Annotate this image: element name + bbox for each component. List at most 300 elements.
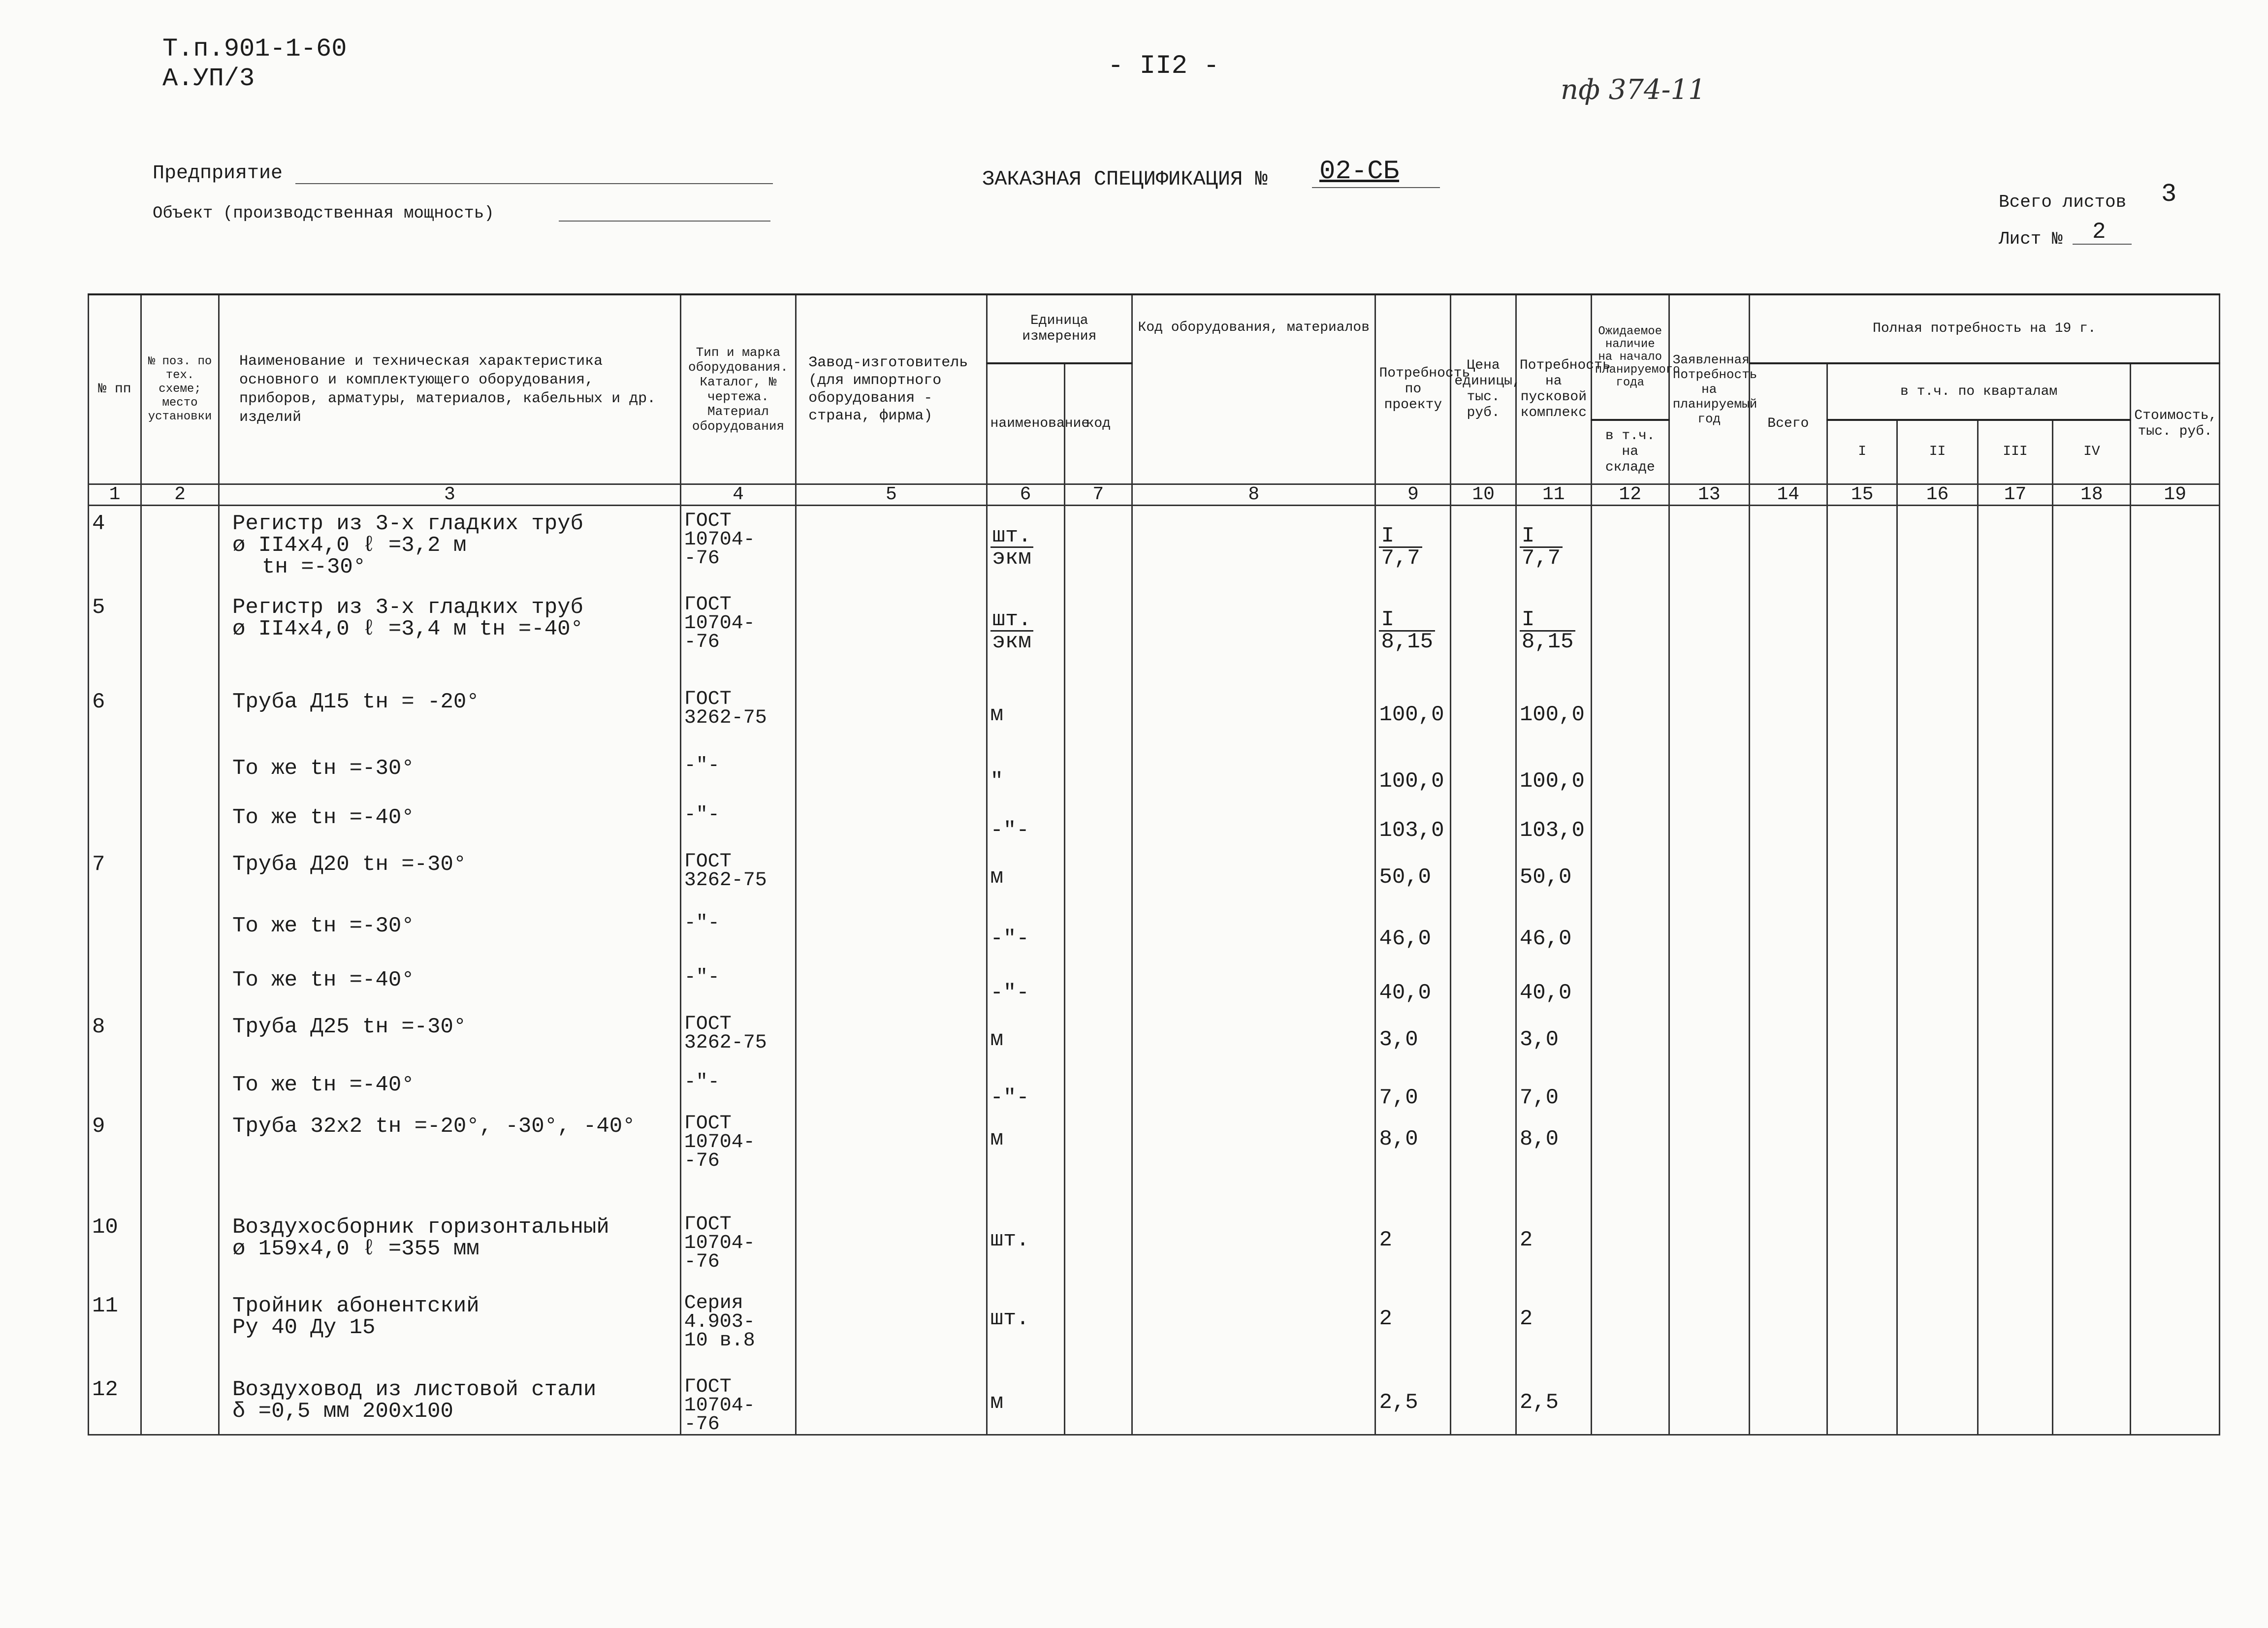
- col-15-cell: [1827, 590, 1897, 684]
- table-row: [89, 1288, 2220, 1372]
- header-col-3: Наименование и техническая характеристика основного и комплектующего оборудования, приборов, арматуры, материалов, кабельных и др. изделий: [219, 294, 681, 484]
- startup-need-value: 3,0: [1519, 1027, 1559, 1052]
- type-cell: -"-: [680, 962, 796, 1009]
- project-need-cell: [1375, 1009, 1451, 1067]
- position-cell: [141, 962, 219, 1009]
- equipment-code-cell: [1132, 908, 1375, 962]
- col-15-cell: [1827, 1288, 1897, 1372]
- col-13-cell: [1669, 1009, 1749, 1067]
- item-name: То же tн =-30°: [232, 756, 415, 781]
- col-16-cell: [1897, 800, 1978, 847]
- header-col-8: Код оборудования, материалов: [1132, 294, 1375, 484]
- item-name-cell: [219, 684, 681, 751]
- unit-price-cell: [1451, 847, 1516, 908]
- unit-code-cell: [1064, 1288, 1132, 1372]
- startup-need-numerator: I: [1520, 526, 1563, 548]
- header-unit-group: Единица измерения: [987, 294, 1132, 363]
- project-need-fraction: [1379, 523, 1422, 571]
- col-12-cell: [1591, 505, 1669, 590]
- type-cell: ГОСТ 10704- -76: [680, 1210, 796, 1288]
- row-number: [89, 751, 141, 800]
- row-number: 5: [89, 590, 141, 684]
- unit-cell: [987, 684, 1064, 751]
- unit-numerator: шт.: [990, 609, 1033, 632]
- unit-cell: [987, 800, 1064, 847]
- col-14-cell: [1749, 751, 1827, 800]
- item-name-cell: [219, 751, 681, 800]
- col-14-cell: [1749, 1210, 1827, 1288]
- item-name-cell: [219, 1372, 681, 1435]
- specification-number-line: [1312, 187, 1440, 188]
- item-name: Труба 32х2 tн =-20°, -30°, -40°: [232, 1114, 636, 1139]
- col-16-cell: [1897, 1210, 1978, 1288]
- item-name-cell: [219, 1009, 681, 1067]
- col-15-cell: [1827, 1210, 1897, 1288]
- equipment-code-cell: [1132, 1009, 1375, 1067]
- unit-code-cell: [1064, 847, 1132, 908]
- col-16-cell: [1897, 1067, 1978, 1109]
- position-cell: [141, 1210, 219, 1288]
- manufacturer-cell: [796, 1372, 987, 1435]
- column-number: 12: [1591, 484, 1669, 505]
- startup-need-numerator: I: [1520, 609, 1576, 632]
- manufacturer-cell: [796, 505, 987, 590]
- header-col-12: Ожидаемое наличие на начало планируемого года: [1591, 294, 1669, 420]
- unit-cell: [987, 1210, 1064, 1288]
- startup-need-cell: [1516, 962, 1591, 1009]
- col-19-cell: [2131, 908, 2220, 962]
- manufacturer-cell: [796, 1109, 987, 1210]
- row-number: 7: [89, 847, 141, 908]
- unit-code-cell: [1064, 800, 1132, 847]
- col-12-cell: [1591, 908, 1669, 962]
- col-19-cell: [2131, 590, 2220, 684]
- row-number: [89, 962, 141, 1009]
- unit-value: м: [990, 1390, 1003, 1415]
- col-19-cell: [2131, 962, 2220, 1009]
- unit-code-cell: [1064, 684, 1132, 751]
- unit-cell: [987, 505, 1064, 590]
- unit-code-cell: [1064, 1109, 1132, 1210]
- unit-value: м: [990, 1027, 1003, 1052]
- unit-price-cell: [1451, 1210, 1516, 1288]
- project-need-value: 2,5: [1379, 1390, 1418, 1415]
- project-need-value: 100,0: [1379, 702, 1444, 727]
- startup-need-value: 40,0: [1519, 981, 1572, 1005]
- item-name: Регистр из 3-х гладких труб: [232, 595, 583, 620]
- col-19-cell: [2131, 800, 2220, 847]
- unit-cell: [987, 1109, 1064, 1210]
- manufacturer-cell: [796, 847, 987, 908]
- column-number: 13: [1669, 484, 1749, 505]
- startup-need-fraction: [1520, 609, 1576, 652]
- item-name-cell: [219, 1109, 681, 1210]
- header-col-19: Стоимость, тыс. руб.: [2131, 363, 2220, 484]
- col-15-cell: [1827, 908, 1897, 962]
- manufacturer-cell: [796, 1210, 987, 1288]
- equipment-code-cell: [1132, 800, 1375, 847]
- unit-cell: [987, 1067, 1064, 1109]
- equipment-code-cell: [1132, 847, 1375, 908]
- project-need-cell: [1375, 505, 1451, 590]
- col-17-cell: [1978, 1210, 2053, 1288]
- col-14-cell: [1749, 1288, 1827, 1372]
- total-sheets-label: Всего листов: [1999, 192, 2127, 212]
- header-col-1: № пп: [89, 294, 141, 484]
- startup-need-fraction: [1520, 523, 1563, 571]
- position-cell: [141, 1372, 219, 1435]
- item-name: То же tн =-30°: [232, 914, 415, 938]
- column-number: 3: [219, 484, 681, 505]
- project-need-value: 50,0: [1379, 865, 1432, 890]
- col-12-cell: [1591, 684, 1669, 751]
- project-need-cell: [1375, 1372, 1451, 1435]
- equipment-code-cell: [1132, 1372, 1375, 1435]
- col-15-cell: [1827, 684, 1897, 751]
- project-need-value: 103,0: [1379, 818, 1444, 843]
- col-17-cell: [1978, 590, 2053, 684]
- project-need-cell: [1375, 908, 1451, 962]
- startup-need-value: 100,0: [1519, 769, 1585, 794]
- project-need-cell: [1375, 847, 1451, 908]
- unit-numerator: шт.: [990, 526, 1033, 548]
- unit-value: ": [990, 769, 1003, 794]
- item-name-line2: Ру 40 Ду 15: [232, 1315, 376, 1340]
- equipment-code-cell: [1132, 962, 1375, 1009]
- unit-value: м: [990, 865, 1003, 890]
- row-number: 8: [89, 1009, 141, 1067]
- table-row: [89, 751, 2220, 800]
- col-13-cell: [1669, 751, 1749, 800]
- unit-code-cell: [1064, 1009, 1132, 1067]
- column-number: 2: [141, 484, 219, 505]
- document-code-line2: А.УП/3: [162, 64, 255, 93]
- unit-code-cell: [1064, 751, 1132, 800]
- item-name: То же tн =-40°: [232, 968, 415, 992]
- project-need-cell: [1375, 962, 1451, 1009]
- table-row: [89, 1372, 2220, 1435]
- header-total-need-group: Полная потребность на 19 г.: [1749, 294, 2219, 363]
- item-name-line3: tн =-30°: [262, 554, 366, 579]
- startup-need-denominator: 8,15: [1521, 630, 1574, 654]
- position-cell: [141, 908, 219, 962]
- manufacturer-cell: [796, 1288, 987, 1372]
- col-12-cell: [1591, 847, 1669, 908]
- unit-code-cell: [1064, 962, 1132, 1009]
- col-18-cell: [2053, 1067, 2131, 1109]
- table-row: [89, 800, 2220, 847]
- col-15-cell: [1827, 962, 1897, 1009]
- row-number: 12: [89, 1372, 141, 1435]
- unit-cell: [987, 908, 1064, 962]
- item-name-line2: δ =0,5 мм 200х100: [232, 1399, 453, 1424]
- startup-need-cell: [1516, 590, 1591, 684]
- item-name: Тройник абонентский: [232, 1294, 479, 1318]
- column-number: 14: [1749, 484, 1827, 505]
- col-17-cell: [1978, 847, 2053, 908]
- header-col-6: наименование: [987, 363, 1064, 484]
- unit-value: шт.: [990, 1228, 1029, 1252]
- unit-value: м: [990, 702, 1003, 727]
- header-col-10: Цена единицы, тыс. руб.: [1451, 294, 1516, 484]
- col-16-cell: [1897, 751, 1978, 800]
- col-13-cell: [1669, 908, 1749, 962]
- startup-need-cell: [1516, 800, 1591, 847]
- col-13-cell: [1669, 1210, 1749, 1288]
- equipment-code-cell: [1132, 684, 1375, 751]
- item-name: То же tн =-40°: [232, 805, 415, 830]
- unit-price-cell: [1451, 1109, 1516, 1210]
- type-cell: -"-: [680, 800, 796, 847]
- project-need-value: 2: [1379, 1228, 1392, 1252]
- col-17-cell: [1978, 1288, 2053, 1372]
- unit-value: -"-: [990, 818, 1029, 843]
- column-number: 17: [1978, 484, 2053, 505]
- row-number: 6: [89, 684, 141, 751]
- col-18-cell: [2053, 908, 2131, 962]
- col-15-cell: [1827, 1109, 1897, 1210]
- col-19-cell: [2131, 847, 2220, 908]
- item-name-cell: [219, 1067, 681, 1109]
- header-col-14: Всего: [1749, 363, 1827, 484]
- type-cell: ГОСТ 3262-75: [680, 847, 796, 908]
- col-16-cell: [1897, 684, 1978, 751]
- unit-value: -"-: [990, 981, 1029, 1005]
- table-row: [89, 590, 2220, 684]
- item-name: Регистр из 3-х гладких труб: [232, 511, 583, 536]
- document-code-line1: Т.п.901-1-60: [162, 34, 347, 64]
- col-13-cell: [1669, 962, 1749, 1009]
- sheet-value: 2: [2092, 219, 2106, 245]
- project-need-cell: [1375, 1109, 1451, 1210]
- col-12-cell: [1591, 1109, 1669, 1210]
- unit-price-cell: [1451, 1372, 1516, 1435]
- unit-price-cell: [1451, 962, 1516, 1009]
- startup-need-cell: [1516, 1210, 1591, 1288]
- item-name-cell: [219, 908, 681, 962]
- col-18-cell: [2053, 800, 2131, 847]
- column-number: 9: [1375, 484, 1451, 505]
- startup-need-cell: [1516, 684, 1591, 751]
- startup-need-value: 103,0: [1519, 818, 1585, 843]
- project-need-cell: [1375, 800, 1451, 847]
- unit-cell: [987, 1372, 1064, 1435]
- header-col-9: Потребность по проекту: [1375, 294, 1451, 484]
- unit-code-cell: [1064, 590, 1132, 684]
- unit-price-cell: [1451, 684, 1516, 751]
- col-17-cell: [1978, 1009, 2053, 1067]
- col-17-cell: [1978, 1109, 2053, 1210]
- column-number: 4: [680, 484, 796, 505]
- customer-label: Предприятие: [153, 162, 283, 185]
- type-cell: -"-: [680, 751, 796, 800]
- col-15-cell: [1827, 1372, 1897, 1435]
- col-12-cell: [1591, 800, 1669, 847]
- equipment-code-cell: [1132, 505, 1375, 590]
- position-cell: [141, 1067, 219, 1109]
- col-19-cell: [2131, 1288, 2220, 1372]
- row-number: [89, 800, 141, 847]
- column-number-row: [89, 484, 2220, 505]
- specification-number: 02-СБ: [1319, 157, 1400, 187]
- col-14-cell: [1749, 505, 1827, 590]
- manufacturer-cell: [796, 684, 987, 751]
- unit-cell: [987, 751, 1064, 800]
- unit-price-cell: [1451, 751, 1516, 800]
- type-cell: ГОСТ 3262-75: [680, 684, 796, 751]
- header-col-17: III: [1978, 420, 2053, 484]
- col-18-cell: [2053, 962, 2131, 1009]
- col-14-cell: [1749, 908, 1827, 962]
- sheet-label: Лист №: [1999, 229, 2063, 249]
- type-cell: -"-: [680, 1067, 796, 1109]
- col-12-cell: [1591, 1372, 1669, 1435]
- col-16-cell: [1897, 505, 1978, 590]
- col-15-cell: [1827, 847, 1897, 908]
- startup-need-cell: [1516, 1067, 1591, 1109]
- position-cell: [141, 1288, 219, 1372]
- col-17-cell: [1978, 684, 2053, 751]
- startup-need-cell: [1516, 1109, 1591, 1210]
- col-12-cell: [1591, 1009, 1669, 1067]
- item-name-line2: ø 159х4,0 ℓ =355 мм: [232, 1237, 479, 1261]
- unit-cell: [987, 1288, 1064, 1372]
- unit-code-cell: [1064, 908, 1132, 962]
- col-18-cell: [2053, 1288, 2131, 1372]
- col-14-cell: [1749, 962, 1827, 1009]
- col-14-cell: [1749, 1372, 1827, 1435]
- row-number: [89, 908, 141, 962]
- col-19-cell: [2131, 1210, 2220, 1288]
- col-18-cell: [2053, 1372, 2131, 1435]
- project-need-cell: [1375, 1288, 1451, 1372]
- col-13-cell: [1669, 847, 1749, 908]
- equipment-code-cell: [1132, 1288, 1375, 1372]
- col-18-cell: [2053, 684, 2131, 751]
- col-13-cell: [1669, 684, 1749, 751]
- page-number: - II2 -: [1108, 51, 1219, 81]
- col-14-cell: [1749, 1109, 1827, 1210]
- manufacturer-cell: [796, 1067, 987, 1109]
- item-name-cell: [219, 847, 681, 908]
- col-19-cell: [2131, 1067, 2220, 1109]
- project-need-denominator: 8,15: [1381, 630, 1434, 654]
- table-row: [89, 1210, 2220, 1288]
- startup-need-value: 8,0: [1519, 1127, 1559, 1151]
- manufacturer-cell: [796, 590, 987, 684]
- table-row: [89, 505, 2220, 590]
- type-cell: ГОСТ 10704- -76: [680, 1372, 796, 1435]
- header-col-18: IV: [2053, 420, 2131, 484]
- startup-need-value: 2,5: [1519, 1390, 1559, 1415]
- unit-price-cell: [1451, 590, 1516, 684]
- col-13-cell: [1669, 1372, 1749, 1435]
- startup-need-value: 2: [1519, 1228, 1533, 1252]
- startup-need-cell: [1516, 847, 1591, 908]
- startup-need-denominator: 7,7: [1521, 545, 1561, 571]
- header-col-13: Заявленная потребность на планируемый год: [1669, 294, 1749, 484]
- unit-price-cell: [1451, 505, 1516, 590]
- column-number: 11: [1516, 484, 1591, 505]
- col-17-cell: [1978, 962, 2053, 1009]
- col-14-cell: [1749, 847, 1827, 908]
- col-12-cell: [1591, 1067, 1669, 1109]
- project-need-value: 8,0: [1379, 1127, 1418, 1151]
- col-15-cell: [1827, 800, 1897, 847]
- header-col-11: Потребность на пусковой комплекс: [1516, 294, 1591, 484]
- column-number: 16: [1897, 484, 1978, 505]
- type-cell: ГОСТ 10704- -76: [680, 505, 796, 590]
- col-15-cell: [1827, 505, 1897, 590]
- startup-need-value: 46,0: [1519, 926, 1572, 951]
- position-cell: [141, 800, 219, 847]
- total-sheets-value: 3: [2161, 180, 2177, 209]
- col-19-cell: [2131, 505, 2220, 590]
- project-need-cell: [1375, 684, 1451, 751]
- type-cell: Серия 4.903- 10 в.8: [680, 1288, 796, 1372]
- row-number: 11: [89, 1288, 141, 1372]
- type-cell: ГОСТ 10704- -76: [680, 590, 796, 684]
- item-name-cell: [219, 505, 681, 590]
- column-number: 19: [2131, 484, 2220, 505]
- col-16-cell: [1897, 1009, 1978, 1067]
- equipment-code-cell: [1132, 1210, 1375, 1288]
- project-need-cell: [1375, 1210, 1451, 1288]
- item-name-cell: [219, 590, 681, 684]
- position-cell: [141, 505, 219, 590]
- header-col-5: Завод-изготовитель (для импортного оборудования - страна, фирма): [796, 294, 987, 484]
- table-row: [89, 1109, 2220, 1210]
- col-17-cell: [1978, 1372, 2053, 1435]
- project-need-fraction: [1379, 609, 1435, 652]
- col-13-cell: [1669, 505, 1749, 590]
- col-12-cell: [1591, 751, 1669, 800]
- position-cell: [141, 1109, 219, 1210]
- unit-denominator: экм: [992, 630, 1031, 654]
- row-number: 4: [89, 505, 141, 590]
- col-18-cell: [2053, 751, 2131, 800]
- col-14-cell: [1749, 684, 1827, 751]
- unit-cell: [987, 962, 1064, 1009]
- row-number: [89, 1067, 141, 1109]
- project-need-cell: [1375, 590, 1451, 684]
- col-16-cell: [1897, 847, 1978, 908]
- unit-price-cell: [1451, 800, 1516, 847]
- row-number: 9: [89, 1109, 141, 1210]
- col-16-cell: [1897, 962, 1978, 1009]
- col-12-cell: [1591, 1288, 1669, 1372]
- col-15-cell: [1827, 751, 1897, 800]
- startup-need-cell: [1516, 1372, 1591, 1435]
- col-18-cell: [2053, 590, 2131, 684]
- project-need-cell: [1375, 1067, 1451, 1109]
- item-name-cell: [219, 1210, 681, 1288]
- startup-need-cell: [1516, 1288, 1591, 1372]
- project-need-cell: [1375, 751, 1451, 800]
- startup-need-value: 7,0: [1519, 1085, 1559, 1110]
- startup-need-cell: [1516, 1009, 1591, 1067]
- position-cell: [141, 847, 219, 908]
- unit-cell: [987, 847, 1064, 908]
- column-number: 1: [89, 484, 141, 505]
- unit-code-cell: [1064, 1372, 1132, 1435]
- col-18-cell: [2053, 505, 2131, 590]
- col-14-cell: [1749, 1067, 1827, 1109]
- col-17-cell: [1978, 1067, 2053, 1109]
- table-row: [89, 908, 2220, 962]
- col-18-cell: [2053, 1210, 2131, 1288]
- specification-title: ЗАКАЗНАЯ СПЕЦИФИКАЦИЯ №: [982, 167, 1268, 191]
